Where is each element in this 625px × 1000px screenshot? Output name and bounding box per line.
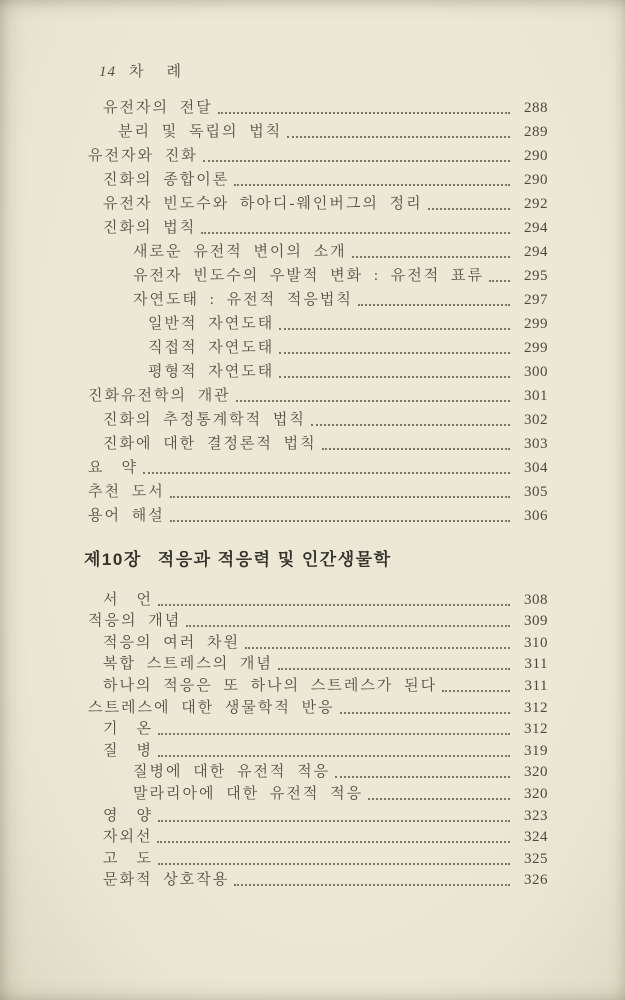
dot-leader — [311, 424, 510, 426]
toc-entry-page: 299 — [524, 340, 548, 356]
toc-entry — [88, 382, 548, 406]
toc-entry — [88, 478, 548, 502]
toc-section-genetics — [88, 94, 548, 526]
toc-entry — [88, 358, 548, 382]
toc-entry-page: 310 — [524, 634, 548, 651]
dot-leader — [170, 520, 510, 522]
toc-entry — [88, 118, 548, 142]
dot-leader — [352, 256, 510, 258]
toc-entry — [88, 286, 548, 310]
dot-leader — [322, 448, 510, 450]
toc-entry-page: 295 — [524, 268, 548, 284]
toc-entry-page: 294 — [524, 220, 548, 236]
toc-entry-title: 직접적 자연도태 — [148, 340, 275, 356]
toc-entry — [88, 142, 548, 166]
dot-leader — [442, 690, 510, 692]
toc-entry-title: 질 병 — [103, 742, 153, 759]
toc-entry — [88, 739, 548, 761]
toc-entry-page: 306 — [524, 508, 548, 524]
toc-entry-page: 294 — [524, 244, 548, 260]
toc-entry-title: 진화의 종합이론 — [103, 172, 230, 188]
toc-entry — [88, 847, 548, 869]
toc-entry-title: 추천 도서 — [88, 484, 165, 500]
dot-leader — [279, 352, 510, 354]
dot-leader — [158, 733, 510, 735]
dot-leader — [234, 184, 510, 186]
toc-entry-title: 복합 스트레스의 개념 — [103, 656, 273, 673]
toc-entry-title: 적응의 여러 차원 — [103, 634, 240, 651]
toc-entry-title: 유전자의 전달 — [103, 100, 213, 116]
toc-entry-title: 고 도 — [103, 850, 153, 867]
toc-entry-page: 300 — [524, 364, 548, 380]
toc-entry-page: 290 — [524, 148, 548, 164]
toc-entry-page: 320 — [524, 764, 548, 781]
toc-entry-title: 질병에 대한 유전적 적응 — [133, 764, 331, 781]
toc-entry-page: 326 — [524, 872, 548, 889]
toc-entry — [88, 696, 548, 718]
toc-entry-page: 290 — [524, 172, 548, 188]
toc-entry — [88, 334, 548, 358]
toc-entry-page: 302 — [524, 412, 548, 428]
toc-entry-page: 311 — [524, 656, 548, 673]
toc-entry — [88, 674, 548, 696]
toc-entry-page: 288 — [524, 100, 548, 116]
toc-entry-title: 유전자 빈도수의 우발적 변화 : 유전적 표류 — [133, 268, 484, 284]
dot-leader — [234, 884, 510, 886]
toc-entry-title: 영 양 — [103, 807, 153, 824]
toc-entry-title: 요 약 — [88, 460, 138, 476]
toc-entry-page: 319 — [524, 742, 548, 759]
toc-entry-title: 유전자 빈도수와 하아디-웨인버그의 정리 — [103, 196, 423, 212]
toc-entry — [88, 454, 548, 478]
toc-entry-page: 292 — [524, 196, 548, 212]
dot-leader — [158, 863, 510, 865]
dot-leader — [170, 496, 510, 498]
toc-entry — [88, 262, 548, 286]
running-head — [99, 60, 185, 81]
toc-entry — [88, 214, 548, 238]
toc-entry — [88, 94, 548, 118]
toc-entry — [88, 610, 548, 632]
chapter-number: 제10장 — [84, 550, 142, 569]
toc-entry-page: 289 — [524, 124, 548, 140]
dot-leader — [203, 160, 510, 162]
toc-entry-title: 문화적 상호작용 — [103, 872, 230, 889]
chapter-title: 적응과 적응력 및 인간생물학 — [157, 550, 392, 569]
toc-entry-title: 평형적 자연도태 — [148, 364, 275, 380]
toc-entry-page: 303 — [524, 436, 548, 452]
dot-leader — [287, 136, 510, 138]
toc-entry-title: 진화의 추정통계학적 법칙 — [103, 412, 306, 428]
dot-leader — [143, 472, 510, 474]
toc-entry-title: 자연도태 : 유전적 적응법칙 — [133, 292, 353, 308]
toc-entry-title: 서 언 — [103, 591, 153, 608]
toc-entry — [88, 238, 548, 262]
dot-leader — [157, 841, 510, 843]
toc-entry-title: 진화의 법칙 — [103, 220, 197, 236]
toc-entry — [88, 826, 548, 848]
toc-entry — [88, 631, 548, 653]
toc-entry-page: 312 — [524, 699, 548, 716]
dot-leader — [279, 376, 510, 378]
dot-leader — [428, 208, 510, 210]
toc-entry — [88, 782, 548, 804]
toc-entry-page: 325 — [524, 850, 548, 867]
dot-leader — [218, 112, 510, 114]
dot-leader — [340, 712, 510, 714]
toc-entry-title: 새로운 유전적 변이의 소개 — [133, 244, 347, 260]
toc-entry — [88, 310, 548, 334]
toc-entry-page: 320 — [524, 785, 548, 802]
toc-entry-title: 하나의 적응은 또 하나의 스트레스가 된다 — [103, 677, 438, 694]
toc-entry-title: 유전자와 진화 — [88, 148, 198, 164]
toc-entry — [88, 190, 548, 214]
toc-entry-title: 진화에 대한 결정론적 법칙 — [103, 436, 317, 452]
toc-entry-page: 309 — [524, 613, 548, 630]
toc-entry-page: 324 — [524, 829, 548, 846]
toc-entry-title: 기 온 — [103, 721, 153, 738]
toc-entry-title: 적응의 개념 — [88, 613, 182, 630]
dot-leader — [245, 647, 510, 649]
toc-entry — [88, 502, 548, 526]
toc-entry-page: 311 — [524, 677, 548, 694]
toc-entry-page: 323 — [524, 807, 548, 824]
toc-section-chapter10 — [88, 588, 548, 890]
toc-entry — [88, 588, 548, 610]
dot-leader — [158, 604, 510, 606]
dot-leader — [158, 820, 510, 822]
toc-entry-title: 말라리아에 대한 유전적 적응 — [133, 785, 364, 802]
toc-entry-title: 일반적 자연도태 — [148, 316, 275, 332]
dot-leader — [368, 798, 510, 800]
dot-leader — [279, 328, 510, 330]
page-folio: 14 — [99, 64, 116, 80]
toc-entry — [88, 804, 548, 826]
dot-leader — [201, 232, 510, 234]
dot-leader — [278, 668, 510, 670]
dot-leader — [236, 400, 510, 402]
toc-entry — [88, 718, 548, 740]
dot-leader — [335, 776, 510, 778]
dot-leader — [358, 304, 510, 306]
toc-entry-title: 분리 및 독립의 법칙 — [118, 124, 283, 140]
toc-entry-page: 301 — [524, 388, 548, 404]
toc-entry-page: 312 — [524, 721, 548, 738]
dot-leader — [158, 755, 510, 757]
toc-entry-title: 자외선 — [103, 829, 153, 846]
toc-entry — [88, 166, 548, 190]
running-head-title: 차 례 — [129, 64, 185, 80]
toc-entry — [88, 406, 548, 430]
toc-entry-page: 304 — [524, 460, 548, 476]
dot-leader — [186, 625, 510, 627]
toc-entry-title: 스트레스에 대한 생물학적 반응 — [88, 699, 335, 716]
toc-entry-page: 305 — [524, 484, 548, 500]
toc-entry — [88, 653, 548, 675]
chapter-heading — [84, 545, 392, 570]
toc-entry — [88, 430, 548, 454]
toc-entry — [88, 869, 548, 891]
toc-entry-page: 299 — [524, 316, 548, 332]
dot-leader — [489, 280, 510, 282]
toc-entry-page: 308 — [524, 591, 548, 608]
toc-entry — [88, 761, 548, 783]
toc-entry-title: 진화유전학의 개관 — [88, 388, 231, 404]
toc-entry-page: 297 — [524, 292, 548, 308]
toc-entry-title: 용어 해설 — [88, 508, 165, 524]
